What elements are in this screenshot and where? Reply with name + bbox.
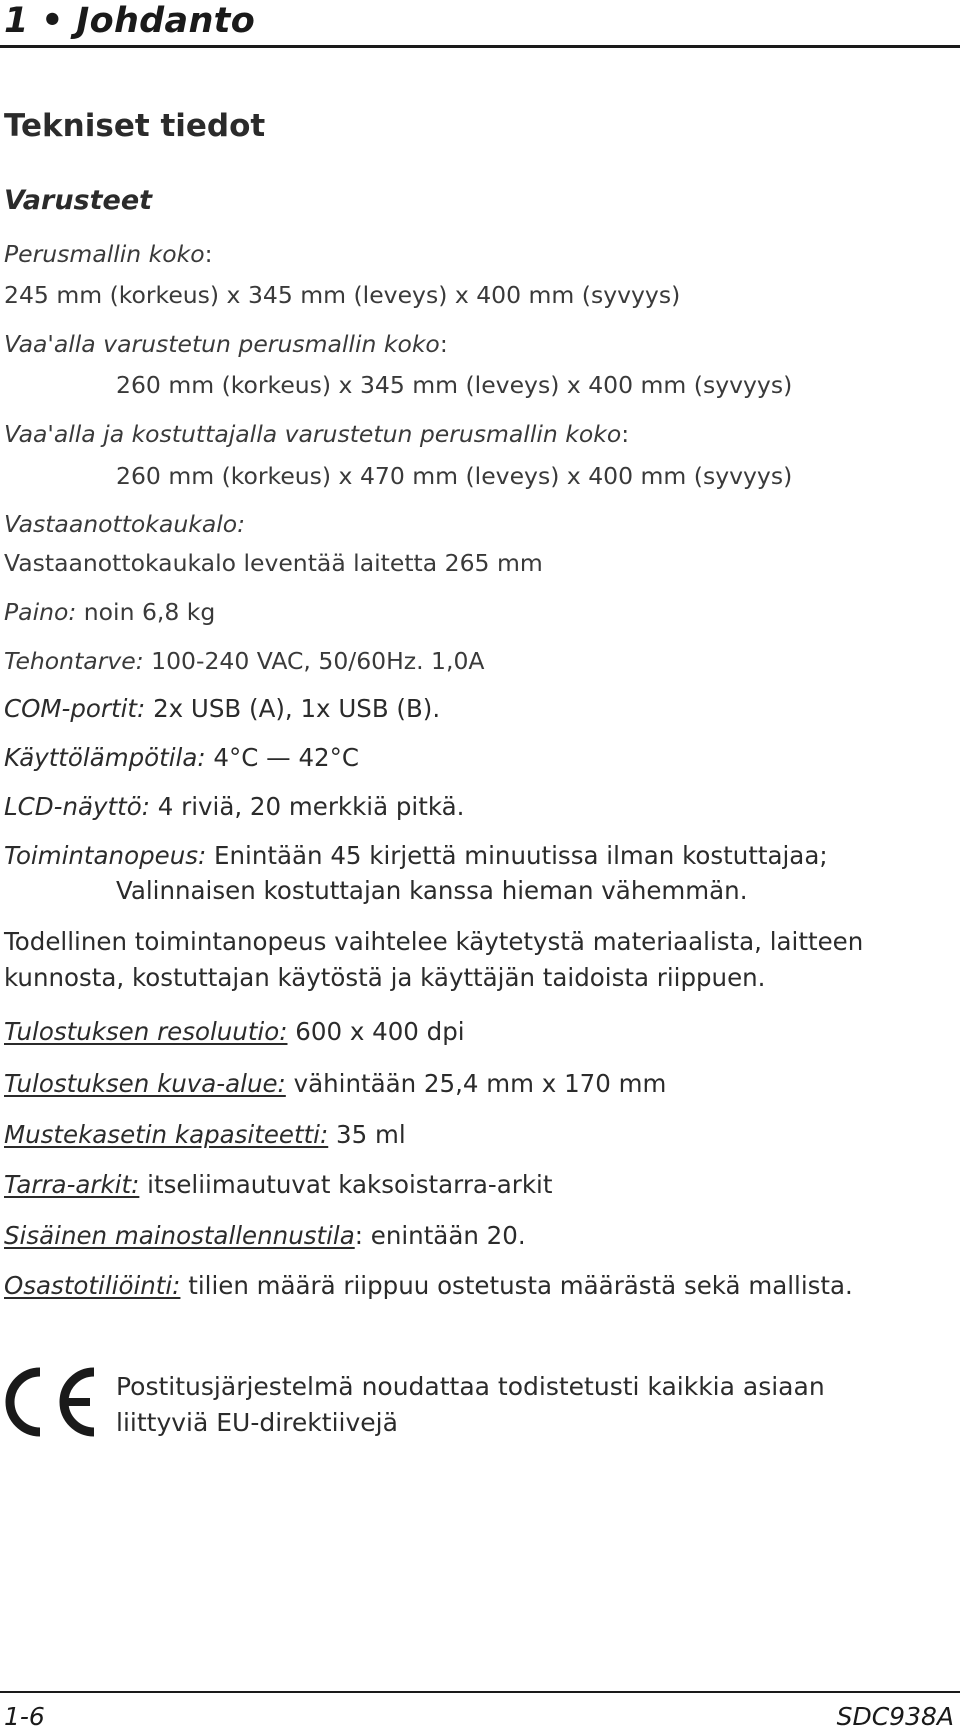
spec-ad-storage: Sisäinen mainostallennustila: enintään 20. [4, 1221, 526, 1250]
spec-lcd [4, 791, 464, 823]
label-text: Tarra-arkit: [4, 1170, 140, 1199]
chapter-title: 1 • Johdanto [4, 1, 256, 41]
value-text: 4 riviä, 20 merkkiä pitkä. [157, 792, 465, 821]
footer-divider [0, 1691, 960, 1693]
label-text: Vaa'alla ja kostuttajalla varustetun perusmallin koko [4, 420, 622, 448]
value-text: tilien määrä riippuu ostetusta määrästä sekä mallista. [188, 1271, 853, 1300]
value-text: enintään 20. [370, 1221, 526, 1250]
spec-note-line-2: kunnosta, kostuttajan käytöstä ja käyttäjän taidoista riippuen. [4, 963, 766, 992]
spec-speed [4, 840, 828, 872]
label-text: Osastotiliöinti: [4, 1271, 181, 1300]
label-text: Paino: [4, 598, 77, 626]
label-text: Vaa'alla varustetun perusmallin koko [4, 330, 440, 358]
chapter-header [0, 0, 960, 48]
label-text: Mustekasetin kapasiteetti: [4, 1120, 329, 1149]
label-text: Toimintanopeus: [4, 841, 207, 870]
section-title: Tekniset tiedot [4, 108, 266, 144]
spec-department-accounting [4, 1270, 853, 1302]
spec-scale-size-value: 260 mm (korkeus) x 345 mm (leveys) x 400 mm (syvyys) [116, 371, 793, 399]
page-number: 1-6 [4, 1702, 45, 1731]
ce-mark-icon [0, 1364, 98, 1440]
value-text: noin 6,8 kg [83, 598, 216, 626]
value-text: 4°C — 42°C [213, 743, 359, 772]
label-text: LCD-näyttö: [4, 792, 150, 821]
label-text: Perusmallin koko [4, 240, 205, 268]
value-text: 600 x 400 dpi [295, 1017, 465, 1046]
spec-temperature [4, 742, 359, 774]
label-text: Vastaanottokaukalo: [4, 510, 246, 538]
value-text: 100-240 VAC, 50/60Hz. 1,0A [151, 647, 485, 675]
label-text: Käyttölämpötila: [4, 743, 206, 772]
spec-ink-capacity [4, 1119, 406, 1151]
value-text: 35 ml [336, 1120, 406, 1149]
value-text: Enintään 45 kirjettä minuutissa ilman kostuttajaa; [214, 841, 828, 870]
value-text: itseliimautuvat kaksoistarra-arkit [147, 1170, 553, 1199]
spec-tray-label [4, 508, 245, 540]
label-text: Tulostuksen kuva-alue: [4, 1069, 286, 1098]
subsection-title: Varusteet [4, 185, 153, 216]
label-text: COM-portit: [4, 694, 146, 723]
ce-statement [116, 1369, 825, 1441]
model-name: SDC938A [836, 1702, 954, 1731]
spec-base-size-value: 245 mm (korkeus) x 345 mm (leveys) x 400 mm (syvyys) [4, 281, 681, 309]
label-text: Tehontarve: [4, 647, 144, 675]
spec-scale-size-label: Vaa'alla varustetun perusmallin koko: [4, 330, 448, 358]
label-text: Tulostuksen resoluutio: [4, 1017, 288, 1046]
chapter-divider [0, 45, 960, 48]
label-text: Sisäinen mainostallennustila [4, 1221, 355, 1250]
spec-weight [4, 596, 215, 628]
spec-base-size-label: Perusmallin koko: [4, 240, 213, 268]
spec-note-line-1: Todellinen toimintanopeus vaihtelee käytetystä materiaalista, laitteen [4, 927, 864, 956]
spec-print-area [4, 1068, 666, 1100]
ce-statement-line-2: liittyviä EU-direktiivejä [116, 1408, 398, 1437]
spec-resolution [4, 1016, 465, 1048]
spec-speed-value-2: Valinnaisen kostuttajan kanssa hieman vähemmän. [116, 876, 748, 905]
spec-tray-value: Vastaanottokaukalo leventää laitetta 265 mm [4, 549, 543, 577]
spec-label-sheets [4, 1169, 552, 1201]
spec-scale-moist-label: Vaa'alla ja kostuttajalla varustetun perusmallin koko: [4, 420, 630, 448]
value-text: vähintään 25,4 mm x 170 mm [293, 1069, 667, 1098]
spec-scale-moist-value: 260 mm (korkeus) x 470 mm (leveys) x 400 mm (syvyys) [116, 462, 793, 490]
spec-com-ports [4, 693, 440, 725]
spec-power [4, 645, 485, 677]
value-text: 2x USB (A), 1x USB (B). [153, 694, 441, 723]
ce-statement-line-1: Postitusjärjestelmä noudattaa todistetusti kaikkia asiaan [116, 1372, 825, 1401]
